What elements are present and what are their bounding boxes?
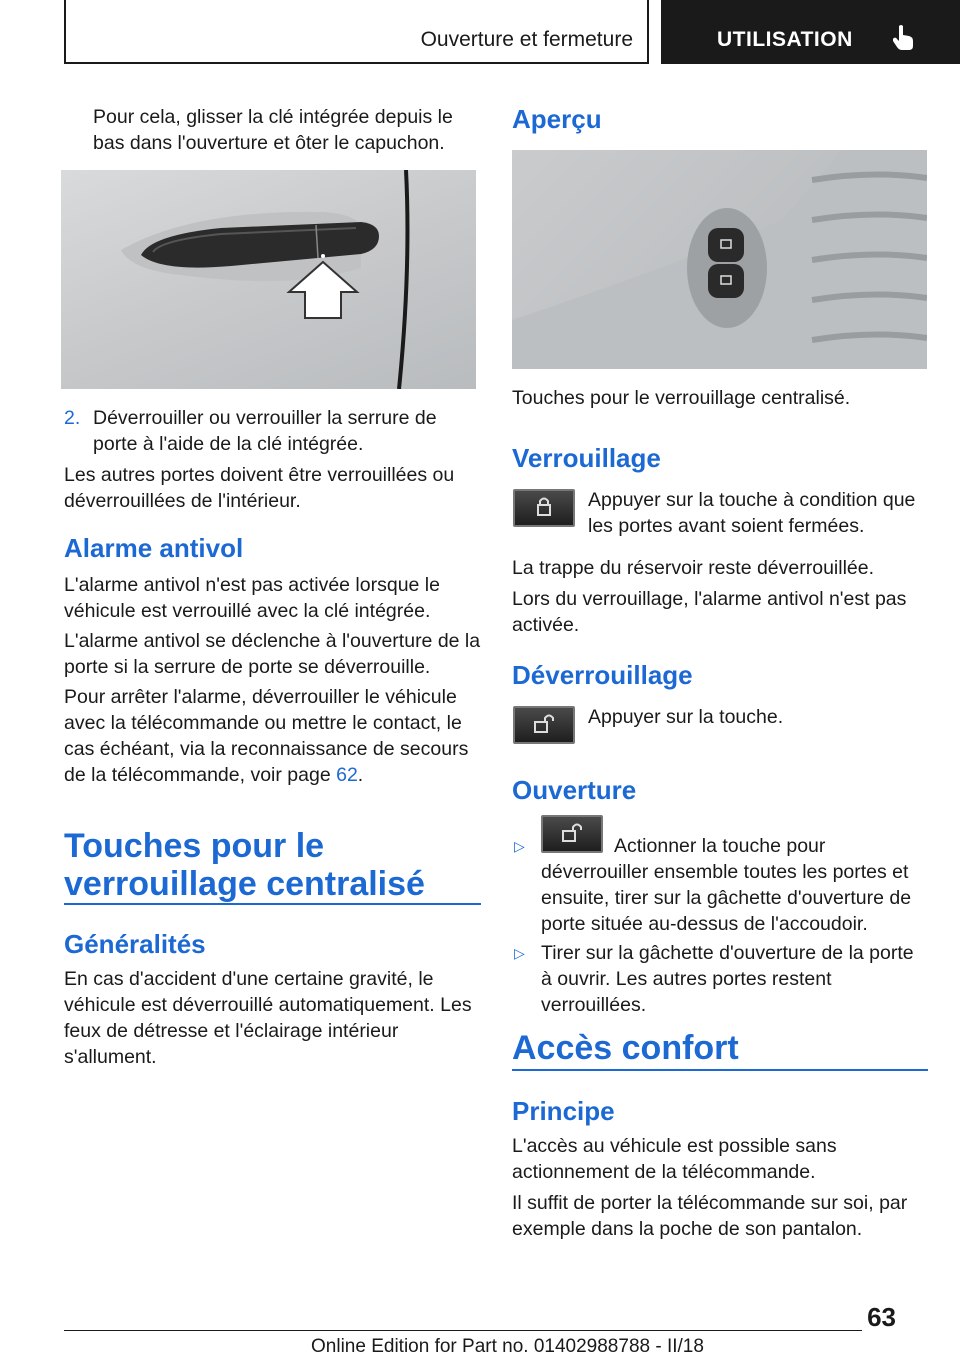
intro-text: Pour cela, glisser la clé intégrée depuis le bas dans l'ouverture et ôter le capuchon. — [93, 106, 453, 154]
page-link[interactable]: 62 — [336, 764, 358, 786]
edition-text: Online Edition for Part no. 01402988788 - II/18 — [311, 1336, 704, 1357]
confort-heading: Accès confort — [512, 1029, 739, 1067]
general-heading: Généralités — [64, 929, 206, 959]
lock-button-icon — [513, 489, 575, 527]
general-text: En cas d'accident d'une certaine gravité, le véhicule est déverrouillé automatiquement. Les feux de détresse et l'éclairage intérieur s'allument. — [64, 968, 472, 1068]
open-bullet-2: Tirer sur la gâchette d'ouverture de la porte à ouvrir. Les autres portes restent verrouillées. — [541, 942, 914, 1016]
alarm-paragraph-1: L'alarme antivol n'est pas activée lorsque le véhicule est verrouillé avec la clé intégrée. — [64, 574, 440, 622]
unlock-heading: Déverrouillage — [512, 660, 693, 690]
principe-paragraph-1: L'accès au véhicule est possible sans actionnement de la télécommande. — [512, 1135, 837, 1183]
other-doors-text: Les autres portes doivent être verrouillées ou déverrouillées de l'intérieur. — [64, 464, 455, 512]
alarm-heading: Alarme antivol — [64, 533, 244, 563]
section-title: UTILISATION — [717, 28, 853, 51]
door-handle-photo — [61, 170, 476, 389]
header-chapter-box — [64, 0, 649, 64]
apercu-heading: Aperçu — [512, 104, 602, 134]
photo-caption: Touches pour le verrouillage centralisé. — [512, 387, 851, 409]
section-rule — [64, 903, 481, 905]
header-section-box — [661, 0, 960, 64]
unlock-text: Appuyer sur la touche. — [588, 706, 784, 728]
lock-buttons-photo — [512, 150, 927, 369]
step-text: Déverrouiller ou verrouiller la serrure de porte à l'aide de la clé intégrée. — [93, 407, 437, 455]
hand-pointer-icon — [893, 24, 915, 50]
unlock-button-icon — [513, 706, 575, 744]
bullet-triangle-icon: ▷ — [514, 945, 525, 961]
open-bullet-1: Actionner la touche pour déverrouiller ensemble toutes les portes et ensuite, tirer sur la gâchette d'ouverture de porte située au-dessus de l'accoudoir. — [541, 835, 912, 935]
lock-paragraph-3: Lors du verrouillage, l'alarme antivol n'est pas activée. — [512, 588, 907, 636]
open-heading: Ouverture — [512, 775, 637, 805]
principe-heading: Principe — [512, 1096, 615, 1126]
chapter-title: Ouverture et fermeture — [420, 28, 633, 51]
lock-paragraph-2: La trappe du réservoir reste déverrouillée. — [512, 557, 875, 579]
footer-rule — [64, 1330, 862, 1331]
principe-paragraph-2: Il suffit de porter la télécommande sur soi, par exemple dans la poche de son pantalon. — [512, 1192, 908, 1240]
touches-heading: Touches pour le verrouillage centralisé — [64, 827, 425, 903]
section-rule — [512, 1069, 928, 1071]
step-number: 2. — [64, 407, 81, 429]
alarm-paragraph-3: Pour arrêter l'alarme, déverrouiller le véhicule avec la télécommande ou mettre le contact, le cas échéant, via la reconnaissance de secours de la télécommande, voir page 62. — [64, 686, 469, 786]
lock-heading: Verrouillage — [512, 443, 661, 473]
bullet-triangle-icon: ▷ — [514, 838, 525, 854]
page-number: 63 — [867, 1302, 896, 1332]
lock-text: Appuyer sur la touche à condition que les portes avant soient fermées. — [588, 489, 916, 537]
alarm-paragraph-2: L'alarme antivol se déclenche à l'ouverture de la porte si la serrure de porte se déverrouille. — [64, 630, 481, 678]
